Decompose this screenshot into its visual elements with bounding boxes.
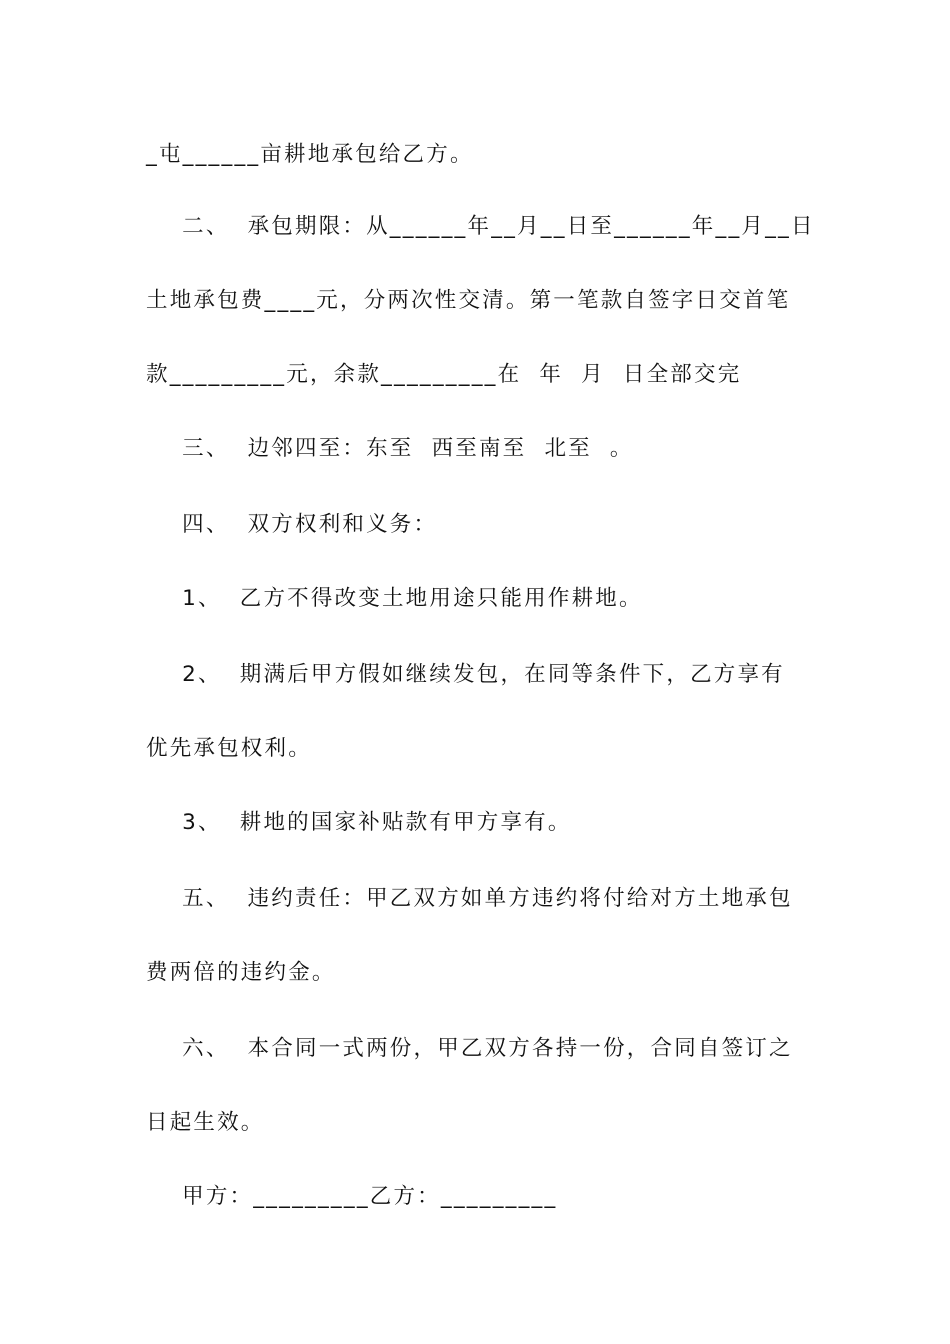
signature-line: 甲方：_________乙方：_________ xyxy=(146,1184,558,1209)
contract-item-1: 1、 乙方不得改变土地用途只能用作耕地。 xyxy=(146,586,643,611)
contract-line-fee: 土地承包费____元，分两次性交清。第一笔款自签字日交首笔 xyxy=(146,288,791,313)
contract-item-2: 2、 期满后甲方假如继续发包，在同等条件下，乙方享有 xyxy=(146,662,785,687)
contract-line-payment: 款_________元，余款_________在 年 月 日全部交完 xyxy=(146,362,742,387)
contract-clause-rights: 四、 双方权利和义务： xyxy=(146,512,438,537)
contract-clause-breach: 五、 违约责任：甲乙双方如单方违约将付给对方土地承包 xyxy=(146,886,793,911)
contract-line-land-area: _屯______亩耕地承包给乙方。 xyxy=(146,142,474,167)
contract-clause-copies: 六、 本合同一式两份，甲乙双方各持一份，合同自签订之 xyxy=(146,1036,793,1061)
contract-clause-boundaries: 三、 边邻四至：东至 西至南至 北至 。 xyxy=(146,436,634,461)
contract-clause-copies-cont: 日起生效。 xyxy=(146,1110,265,1135)
contract-clause-breach-cont: 费两倍的违约金。 xyxy=(146,960,336,985)
contract-clause-term: 二、 承包期限：从______年__月__日至______年__月__日 xyxy=(146,214,815,239)
contract-item-3: 3、 耕地的国家补贴款有甲方享有。 xyxy=(146,810,572,835)
contract-item-2-cont: 优先承包权利。 xyxy=(146,736,312,761)
